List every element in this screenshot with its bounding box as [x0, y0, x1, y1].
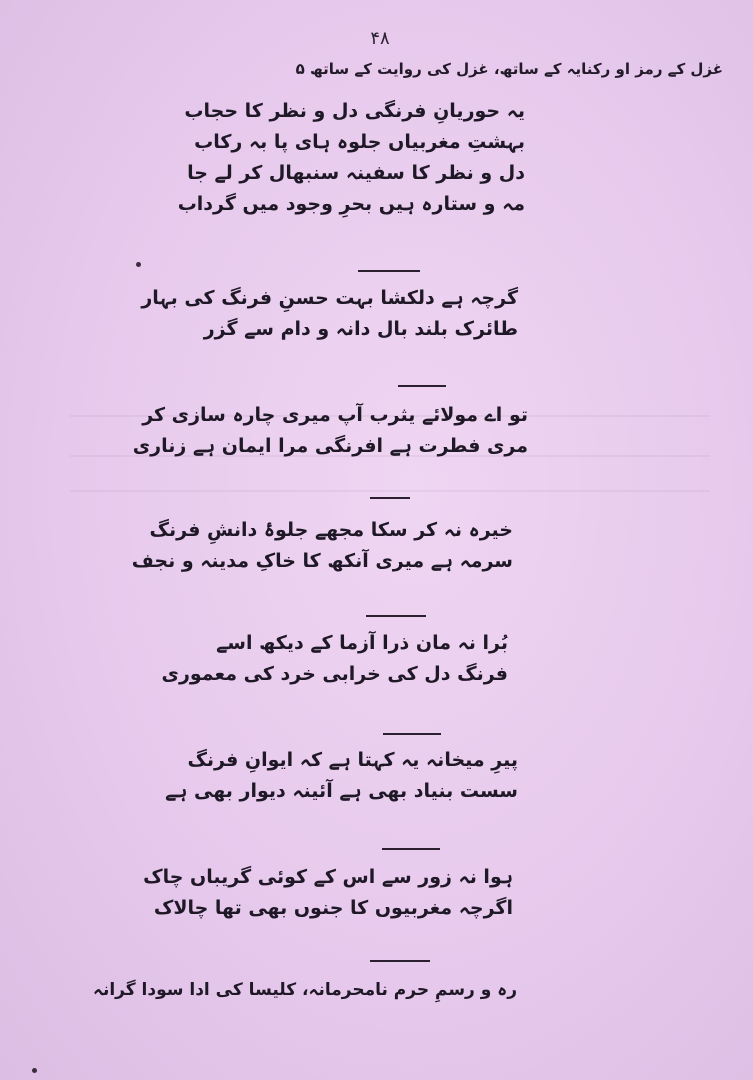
bleed-through-line [70, 490, 710, 492]
stanza-3 [132, 400, 528, 462]
page-heading: غزل کے رمز او رکنایہ کے ساتھ، غزل کی روایت کے ساتھ ۵ [295, 60, 723, 78]
verse-line: پیرِ میخانہ یہ کہتا ہے کہ ایوانِ فرنگ [187, 749, 518, 771]
stanza-7 [143, 862, 513, 924]
stanza-1 [177, 96, 525, 220]
stanza-divider [383, 733, 441, 735]
verse-line: تو اے مولائے یثرب آپ میری چارہ سازی کر [142, 404, 528, 426]
verse-line: طائرک بلند بال دانہ و دام سے گزر [203, 318, 518, 340]
stanza-8 [92, 975, 517, 1006]
page-number: ۴۸ [370, 28, 390, 49]
verse-line: دل و نظر کا سفینہ سنبھال کر لے جا [187, 162, 525, 184]
stanza-divider [398, 385, 446, 387]
verse-line: بہشتِ مغربیاں جلوہ ہای پا بہ رکاب [194, 131, 525, 153]
verse-line: گرچہ ہے دلکشا بہت حسنِ فرنگ کی بہار [141, 287, 518, 309]
ink-spot [32, 1068, 37, 1073]
stanza-2 [141, 283, 518, 345]
stanza-5 [161, 628, 508, 690]
stanza-divider [370, 497, 410, 499]
stanza-divider [358, 270, 420, 272]
verse-line: بُرا نہ مان ذرا آزما کے دیکھ اسے [216, 632, 508, 654]
ink-spot [136, 262, 141, 267]
stanza-4 [131, 515, 513, 577]
stanza-divider [382, 848, 440, 850]
verse-line: فرنگ دل کی خرابی خرد کی معموری [161, 663, 508, 685]
verse-line: سرمہ ہے میری آنکھ کا خاکِ مدینہ و نجف [131, 550, 513, 572]
verse-line: یہ حوریانِ فرنگی دل و نظر کا حجاب [184, 100, 525, 122]
verse-line: مری فطرت ہے افرنگی مرا ایمان ہے زناری [132, 435, 528, 457]
verse-line: مہ و ستارہ ہیں بحرِ وجود میں گرداب [177, 193, 525, 215]
stanza-divider [366, 615, 426, 617]
verse-line: خیرہ نہ کر سکا مجھے جلوۂ دانشِ فرنگ [149, 519, 513, 541]
verse-line: ہوا نہ زور سے اس کے کوئی گریباں چاک [143, 866, 513, 888]
verse-line: سست بنیاد بھی ہے آئینہ دیوار بھی ہے [165, 780, 518, 802]
verse-line: رہ و رسمِ حرم نامحرمانہ، کلیسا کی ادا سودا گرانہ [92, 980, 517, 1000]
stanza-divider [370, 960, 430, 962]
verse-line: اگرچہ مغربیوں کا جنوں بھی تھا چالاک [153, 897, 513, 919]
stanza-6 [165, 745, 518, 807]
